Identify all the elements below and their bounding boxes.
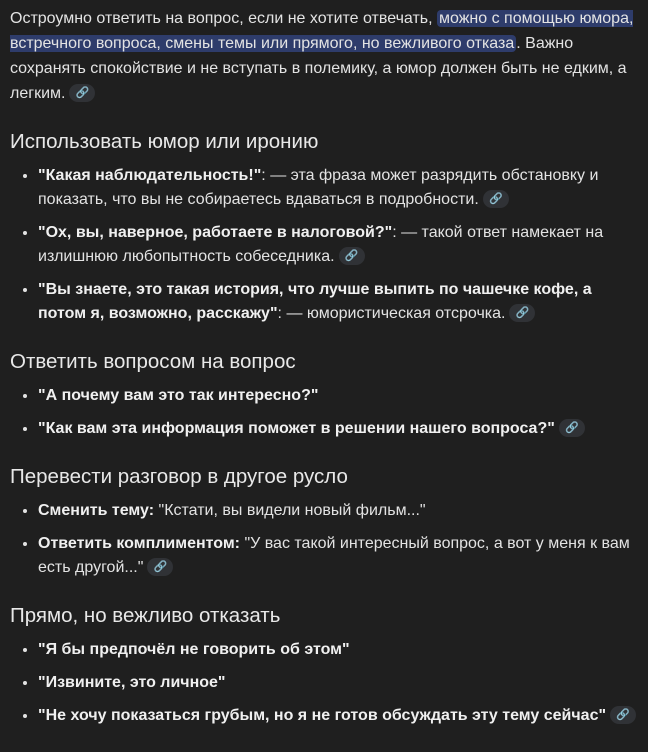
intro-paragraph (10, 6, 638, 106)
source-link-icon[interactable]: 🔗 (483, 190, 509, 208)
source-link-icon[interactable]: 🔗 (339, 247, 365, 265)
source-link-icon[interactable]: 🔗 (509, 304, 535, 322)
item-bold: "Не хочу показаться грубым, но я не готов обсуждать эту тему сейчас" (38, 707, 607, 724)
list-item (38, 221, 638, 269)
intro-text: Остроумно ответить на вопрос, если не хотите отвечать, (10, 10, 437, 27)
bullet-list (10, 638, 638, 728)
item-bold: "Как вам эта информация поможет в решении нашего вопроса?" (38, 420, 555, 437)
section-heading: Перевести разговор в другое русло (10, 465, 348, 488)
item-bold: "А почему вам это так интересно?" (38, 387, 319, 404)
list-item (38, 278, 638, 326)
source-link-icon[interactable]: 🔗 (147, 558, 173, 576)
section-heading: Ответить вопросом на вопрос (10, 350, 296, 373)
item-text: : — такой ответ намекает на излишнюю любопытность собеседника. (38, 224, 604, 265)
list-item (38, 704, 638, 728)
item-text: : — эта фраза может разрядить обстановку и показать, что вы не собираетесь вдаваться в подробности. (38, 167, 599, 208)
item-bold: "Я бы предпочёл не говорить об этом" (38, 641, 350, 658)
source-link-icon[interactable]: 🔗 (69, 84, 95, 102)
bullet-list (10, 499, 638, 580)
item-text: "Кстати, вы видели новый фильм..." (154, 502, 426, 519)
item-text: "У вас такой интересный вопрос, а вот у меня к вам есть другой..." (38, 535, 630, 576)
bullet-list (10, 164, 638, 326)
item-bold: "Ох, вы, наверное, работаете в налоговой?" (38, 224, 393, 241)
item-bold: "Какая наблюдательность!" (38, 167, 262, 184)
list-item (38, 164, 638, 212)
item-bold: "Вы знаете, это такая история, что лучше выпить по чашечке кофе, а потом я, возможно, расскажу" (38, 281, 592, 322)
intro-text-end: . Важно сохранять спокойствие и не вступать в полемику, а юмор должен быть не едким, а легким. (10, 35, 627, 102)
item-bold: Ответить комплиментом: (38, 535, 240, 552)
item-bold: Сменить тему: (38, 502, 155, 519)
list-item (38, 384, 638, 408)
list-item (38, 671, 638, 695)
section-heading: Прямо, но вежливо отказать (10, 604, 281, 627)
list-item (38, 532, 638, 580)
source-link-icon[interactable]: 🔗 (610, 706, 636, 724)
list-item (38, 417, 638, 441)
section-heading: Использовать юмор или иронию (10, 130, 319, 153)
list-item (38, 638, 638, 662)
bullet-list (10, 384, 638, 441)
highlighted-text: можно с помощью юмора, встречного вопроса, смены темы или прямого, но вежливого отказа (10, 10, 634, 52)
item-bold: "Извините, это личное" (38, 674, 226, 691)
item-text: : — юмористическая отсрочка. (277, 305, 506, 322)
list-item (38, 499, 638, 523)
source-link-icon[interactable]: 🔗 (559, 419, 585, 437)
